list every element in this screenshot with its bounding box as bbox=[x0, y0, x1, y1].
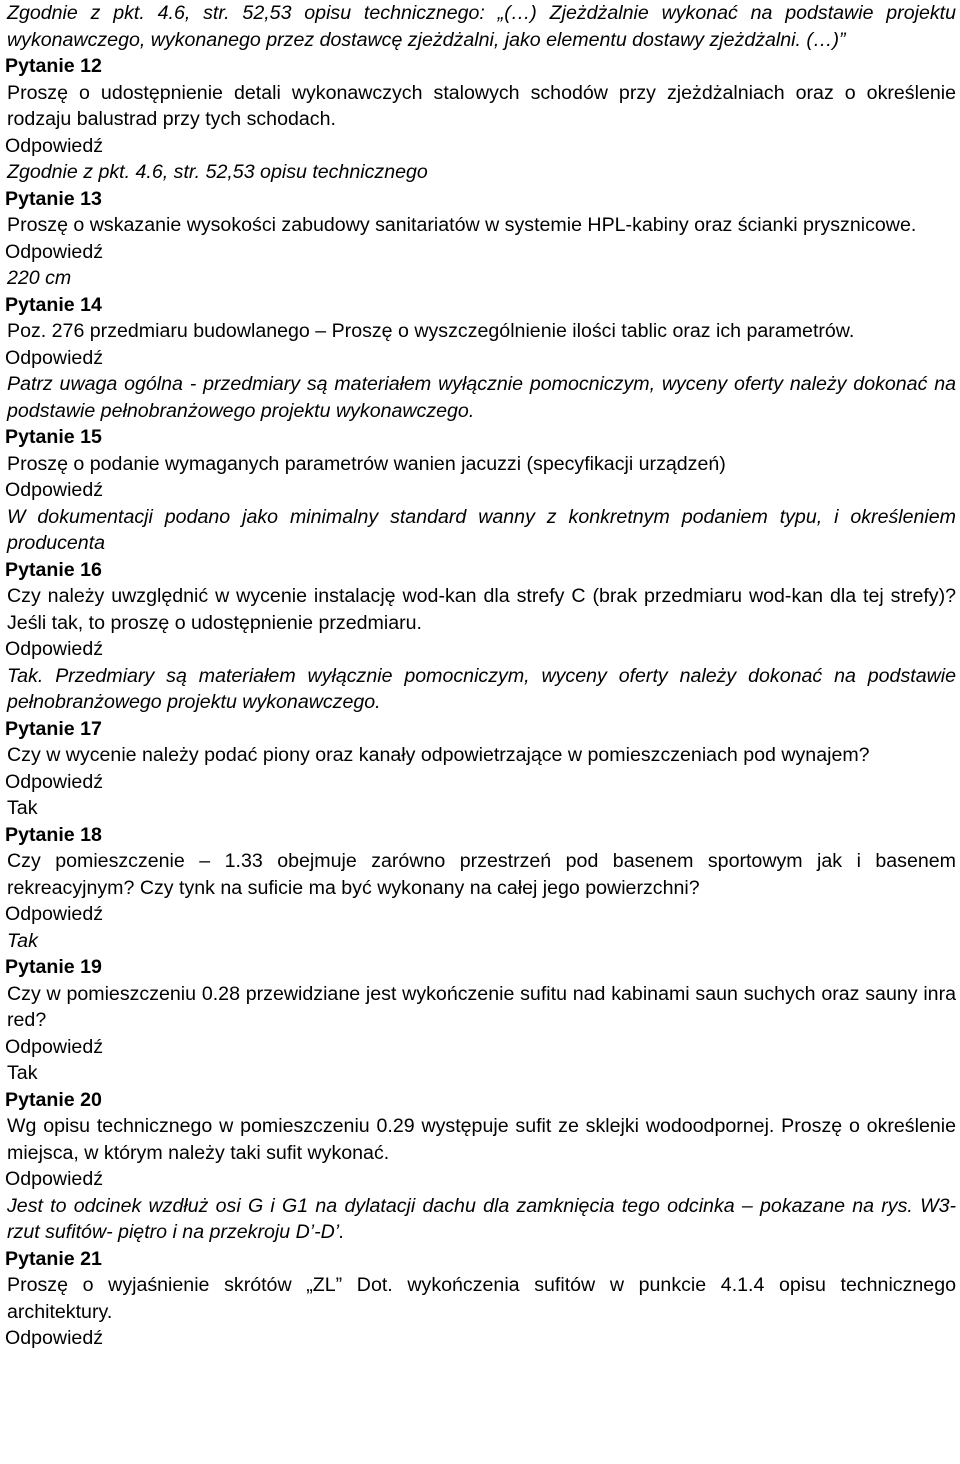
question-title: Pytanie 21 bbox=[5, 1247, 102, 1270]
answer-label: Odpowiedź bbox=[5, 770, 104, 793]
question-title: Pytanie 18 bbox=[5, 823, 102, 846]
answer-text: Zgodnie z pkt. 4.6, str. 52,53 opisu technicznego bbox=[7, 161, 428, 183]
answer-text: Tak bbox=[7, 929, 38, 952]
question-text: Czy należy uwzględnić w wycenie instalację wod-kan dla strefy C (brak przedmiaru wod-kan dla tej strefy)? Jeśli tak, to proszę o udostępnienie przedmiaru. bbox=[7, 585, 956, 634]
answer-label: Odpowiedź bbox=[5, 638, 104, 660]
question-title: Pytanie 16 bbox=[5, 558, 102, 581]
question-text: Proszę o udostępnienie detali wykonawczych stalowych schodów przy zjeżdżalniach oraz o określenie rodzaju balustrad przy tych schodach. bbox=[7, 81, 956, 130]
question-title: Pytanie 17 bbox=[5, 717, 102, 740]
question-title: Pytanie 14 bbox=[5, 293, 102, 316]
answer-label: Odpowiedź bbox=[5, 346, 104, 369]
answer-label: Odpowiedź bbox=[5, 240, 104, 263]
answer-text: Zgodnie z pkt. 4.6, str. 52,53 opisu technicznego: „(…) Zjeżdżalnie wykonać na podstawie projektu wykonawczego, wykonanego przez dostawcę zjeżdżalni, jako elementu dostawy zjeżdżalni. (…)” bbox=[7, 2, 956, 51]
question-text: Wg opisu technicznego w pomieszczeniu 0.29 występuje sufit ze sklejki wodoodpornej. Proszę o określenie miejsca, w którym należy taki sufit wykonać. bbox=[7, 1115, 956, 1164]
document-page bbox=[5, 0, 956, 1352]
question-text: Czy pomieszczenie – 1.33 obejmuje zarówno przestrzeń pod basenem sportowym jak i basenem rekreacyjnym? Czy tynk na suficie ma być wykonany na całej jego powierzchni? bbox=[7, 850, 956, 899]
question-title: Pytanie 15 bbox=[5, 426, 102, 448]
question-title: Pytanie 13 bbox=[5, 187, 102, 210]
answer-text: Jest to odcinek wzdłuż osi G i G1 na dylatacji dachu dla zamknięcia tego odcinka – pokazane na rys. W3- rzut sufitów- piętro i na przekroju D’-D’. bbox=[7, 1194, 956, 1243]
answer-label: Odpowiedź bbox=[5, 903, 104, 925]
answer-text: Tak. Przedmiary są materiałem wyłącznie pomocniczym, wyceny oferty należy dokonać na podstawie pełnobranżowego projektu wykonawczego. bbox=[7, 664, 956, 713]
question-text: Proszę o podanie wymaganych parametrów wanien jacuzzi (specyfikacji urządzeń) bbox=[7, 452, 726, 475]
answer-text: W dokumentacji podano jako minimalny standard wanny z konkretnym podaniem typu, i określeniem producenta bbox=[7, 505, 956, 554]
answer-text: Tak bbox=[7, 1062, 38, 1084]
question-text: Proszę o wskazanie wysokości zabudowy sanitariatów w systemie HPL-kabiny oraz ścianki prysznicowe. bbox=[7, 214, 917, 236]
answer-label: Odpowiedź bbox=[5, 1035, 104, 1058]
question-text: Proszę o wyjaśnienie skrótów „ZL” Dot. wykończenia sufitów w punkcie 4.1.4 opisu technicznego architektury. bbox=[7, 1274, 956, 1323]
answer-text: Patrz uwaga ogólna - przedmiary są materiałem wyłącznie pomocniczym, wyceny oferty należy dokonać na podstawie pełnobranżowego projektu wykonawczego. bbox=[7, 373, 956, 422]
answer-label: Odpowiedź bbox=[5, 134, 104, 157]
question-title: Pytanie 20 bbox=[5, 1088, 102, 1111]
question-title: Pytanie 12 bbox=[5, 55, 102, 77]
question-text: Czy w pomieszczeniu 0.28 przewidziane jest wykończenie sufitu nad kabinami saun suchych oraz sauny inra red? bbox=[7, 982, 956, 1031]
answer-label: Odpowiedź bbox=[5, 479, 104, 501]
answer-text: 220 cm bbox=[7, 267, 72, 289]
question-text: Czy w wycenie należy podać piony oraz kanały odpowietrzające w pomieszczeniach pod wynajem? bbox=[7, 744, 870, 766]
question-title: Pytanie 19 bbox=[5, 956, 102, 978]
answer-label: Odpowiedź bbox=[5, 1168, 104, 1190]
answer-text: Tak bbox=[7, 797, 38, 819]
answer-label: Odpowiedź bbox=[5, 1327, 104, 1349]
question-text: Poz. 276 przedmiaru budowlanego – Proszę o wyszczególnienie ilości tablic oraz ich parametrów. bbox=[7, 320, 855, 342]
